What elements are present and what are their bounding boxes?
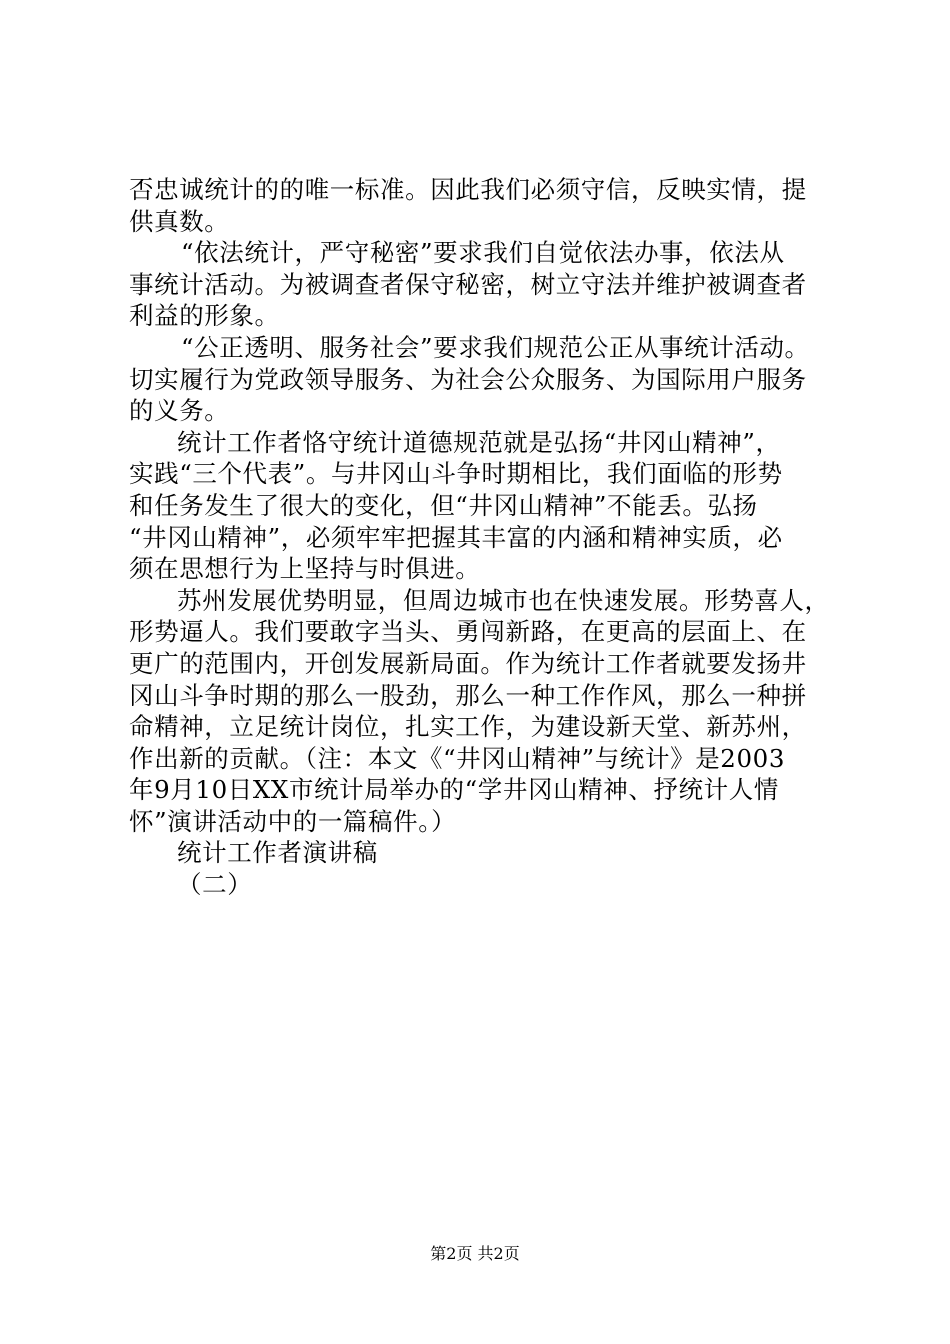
document-body (129, 174, 841, 901)
text-line: 的义务。 (129, 396, 230, 426)
text-line: 统计工作者恪守统计道德规范就是弘扬“井冈山精神”， (177, 427, 781, 457)
text-line: 形势逼人。我们要敢字当头、勇闯新路，在更高的层面上、在 (129, 617, 807, 647)
text-line: 利益的形象。 (129, 301, 280, 331)
page-number: 第2页 共2页 (430, 1244, 520, 1263)
text-line: 事统计活动。为被调查者保守秘密，树立守法并维护被调查者 (129, 269, 807, 299)
text-line: 实践“三个代表”。与井冈山斗争时期相比，我们面临的形势 (129, 459, 783, 489)
text-line: “依法统计，严守秘密”要求我们自觉依法办事，依法从 (181, 238, 785, 268)
text-line: 怀”演讲活动中的一篇稿件。） (129, 806, 457, 836)
text-line: 冈山斗争时期的那么一股劲，那么一种工作作风，那么一种拼 (129, 680, 807, 710)
text-line: 苏州发展优势明显，但周边城市也在快速发展。形势喜人， (177, 585, 830, 615)
text-line: “公正透明、服务社会”要求我们规范公正从事统计活动。 (181, 332, 810, 362)
text-line: 命精神，立足统计岗位，扎实工作，为建设新天堂、新苏州， (129, 712, 807, 742)
text-line: 更广的范围内，开创发展新局面。作为统计工作者就要发扬井 (129, 648, 807, 678)
text-line: “井冈山精神”，必须牢牢把握其丰富的内涵和精神实质，必 (129, 522, 783, 552)
text-line: 年9月10日XX市统计局举办的“学井冈山精神、抒统计人情 (129, 775, 779, 805)
text-line: 须在思想行为上坚持与时俱进。 (129, 554, 481, 584)
section-title: 统计工作者演讲稿 (177, 838, 378, 868)
text-line: 供真数。 (129, 206, 230, 236)
text-line: 否忠诚统计的的唯一标准。因此我们必须守信，反映实情，提 (129, 175, 807, 204)
text-line: 和任务发生了很大的变化，但“井冈山精神”不能丢。弘扬 (129, 490, 758, 520)
text-line: 作出新的贡献。（注：本文《“井冈山精神”与统计》是2003 (129, 743, 786, 773)
text-line: 切实履行为党政领导服务、为社会公众服务、为国际用户服务 (129, 364, 807, 394)
page-footer (0, 1244, 950, 1264)
section-number: （二） (177, 870, 253, 900)
